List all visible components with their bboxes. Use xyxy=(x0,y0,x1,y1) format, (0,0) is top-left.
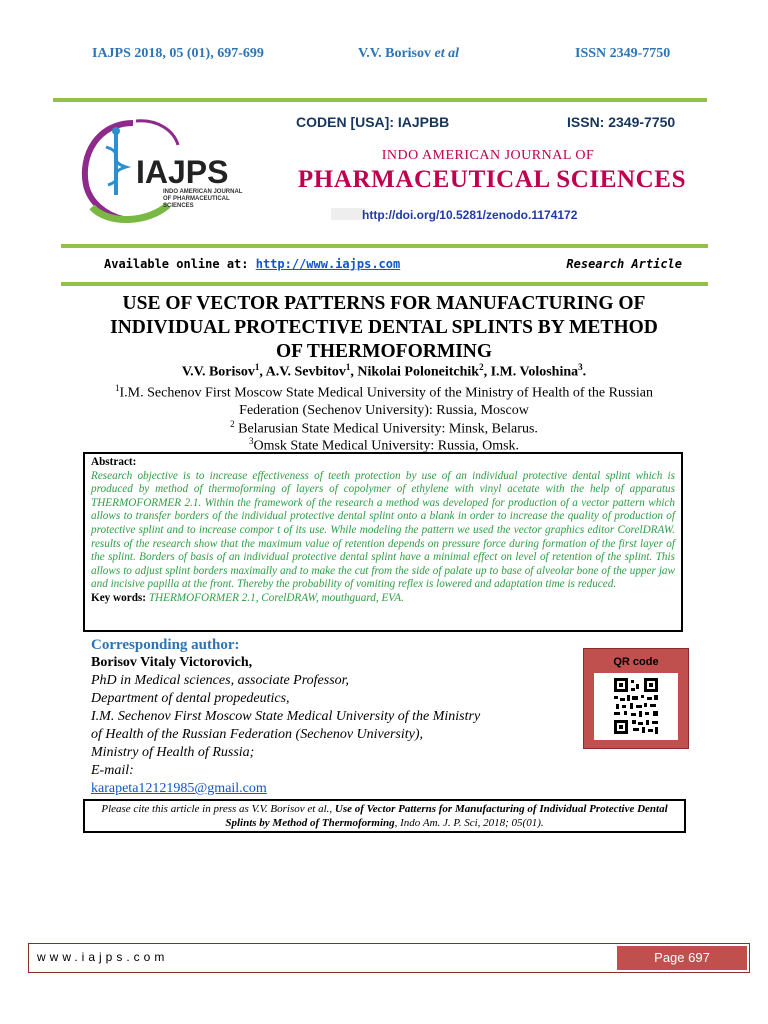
coden: CODEN [USA]: IAJPBB xyxy=(296,114,450,130)
author-sup: 2 xyxy=(479,362,484,372)
running-header-author-name: V.V. Borisov xyxy=(358,46,432,61)
corresponding-line: Department of dental propedeutics, xyxy=(91,691,290,706)
running-header-issn: ISSN 2349-7750 xyxy=(575,46,671,61)
page-number: Page 697 xyxy=(617,946,747,970)
journal-logo xyxy=(78,115,248,225)
corresponding-line: Ministry of Health of Russia; xyxy=(91,745,255,760)
author-sup: 1 xyxy=(254,362,260,372)
article-type: Research Article xyxy=(566,257,682,271)
keywords-label: Key words xyxy=(91,591,143,604)
running-header-author-suffix: et al xyxy=(434,46,460,61)
cite-title: Use of Vector Patterns for Manufacturing of Individual Protective Dental Splints by Method of Thermoforming xyxy=(225,803,668,829)
abstract-box xyxy=(83,452,683,632)
masthead-divider-top xyxy=(61,244,708,248)
running-header-citation: IAJPS 2018, 05 (01), 697-699 xyxy=(92,46,264,61)
qr-code-icon xyxy=(594,673,678,740)
affiliation-text: Federation (Sechenov University): Russia, Moscow xyxy=(239,402,529,418)
doi-redacted xyxy=(331,208,365,220)
masthead-issn: ISSN: 2349-7750 xyxy=(567,114,676,130)
journal-name-line2: PHARMACEUTICAL SCIENCES xyxy=(297,166,687,193)
author-name: I.M. Voloshina xyxy=(490,364,579,380)
qr-label: QR code xyxy=(613,656,659,668)
affiliation-sup: 3 xyxy=(248,436,254,446)
affiliation-sup: 2 xyxy=(230,419,235,429)
availability xyxy=(104,257,400,271)
affiliation-text: I.M. Sechenov First Moscow State Medical University of the Ministry of Health of the Russian xyxy=(119,385,653,401)
citation-box xyxy=(83,799,686,833)
page-footer xyxy=(28,943,750,973)
title-line: USE OF VECTOR PATTERNS FOR MANUFACTURING OF xyxy=(122,293,646,314)
keywords-value: THERMOFORMER 2.1, CorelDRAW, mouthguard, EVA. xyxy=(148,591,404,604)
abstract-text: Research objective is to increase effectiveness of teeth protection by use of an individual protective dental splint which is produced by method of thermoforming of layers of copolymer of ethylene with vinyl acetate with the help of apparatus THERMOFORMER 2.1. Within the framework of the research a method was developed for production of a vector pattern which allows to transfer borders of the individual protective dental splint onto a blank in order to increase the quality of production of protective splint and to increase compor t of its use. While modeling the pattern we used the vector graphics editor CorelDRAW. results of the research show that the maximum value of retention depends on pressure force during formation of the first layer of the splint. Borders of basis of an individual protective dental splint have a minimal effect on level of retention of the splint. This allows to adjust splint borders maximally and to make the cut from the side of palate up to base of alveolar bone of the upper jaw and incisive papilla at the front. Thereby the probability of vomiting reflex is lowered and adaptation time is reduced. xyxy=(91,469,675,591)
affiliation-text: Omsk State Medical University: Russia, Omsk. xyxy=(253,438,520,454)
corresponding-line: PhD in Medical sciences, associate Professor, xyxy=(91,673,350,688)
author-name: A.V. Sevbitov xyxy=(265,364,346,380)
author-name: Nikolai Poloneitchik xyxy=(357,364,480,380)
article-title xyxy=(60,292,708,364)
top-divider xyxy=(53,98,707,102)
corresponding-line: I.M. Sechenov First Moscow State Medical University of the Ministry xyxy=(91,709,481,724)
title-line: INDIVIDUAL PROTECTIVE DENTAL SPLINTS BY METHOD xyxy=(110,317,658,338)
keywords: Key words: THERMOFORMER 2.1, CorelDRAW, mouthguard, EVA. xyxy=(91,591,404,604)
corresponding-line: of Health of the Russian Federation (Sechenov University), xyxy=(91,727,424,742)
masthead-divider-bottom xyxy=(61,282,708,286)
footer-website[interactable]: www.iajps.com xyxy=(37,950,169,964)
qr-code-panel xyxy=(583,648,689,749)
abstract-label: Abstract: xyxy=(91,456,137,468)
doi-link[interactable]: http://doi.org/10.5281/zenodo.1174172 xyxy=(362,208,578,222)
svg-text:IAJPS: IAJPS xyxy=(136,154,229,190)
corresponding-heading: Corresponding author: xyxy=(91,637,240,653)
affiliation-sup: 1 xyxy=(115,383,120,393)
logo-subtext: INDO AMERICAN JOURNAL OF PHARMACEUTICAL SCIENCES xyxy=(163,189,243,209)
website-link[interactable]: http://www.iajps.com xyxy=(255,257,401,271)
running-header-author xyxy=(358,46,459,62)
email-link[interactable]: karapeta12121985@gmail.com xyxy=(91,781,267,796)
corresponding-author xyxy=(91,636,551,798)
availability-label: Available online at: xyxy=(104,257,249,271)
journal-name-line1: INDO AMERICAN JOURNAL OF xyxy=(381,148,595,163)
author-list: V.V. Borisov$^1$, A.V. Sevbitov$^1$, Nikolai Poloneitchik$^2$, I.M. Voloshina$^3$. xyxy=(181,362,587,380)
email-label: E-mail: xyxy=(91,763,134,778)
cite-prefix: Please cite this article in press as V.V. Borisov et al., xyxy=(101,803,333,815)
author-sup: 3 xyxy=(578,362,583,372)
cite-suffix: , Indo Am. J. P. Sci, 2018; 05(01). xyxy=(394,816,544,829)
author-name: V.V. Borisov xyxy=(181,364,255,380)
author-sup: 1 xyxy=(345,362,351,372)
title-line: OF THERMOFORMING xyxy=(275,341,493,362)
corresponding-name: Borisov Vitaly Victorovich, xyxy=(91,655,253,670)
affiliation-1 xyxy=(60,380,708,419)
affiliation-text: Belarusian State Medical University: Minsk, Belarus. xyxy=(238,421,538,437)
